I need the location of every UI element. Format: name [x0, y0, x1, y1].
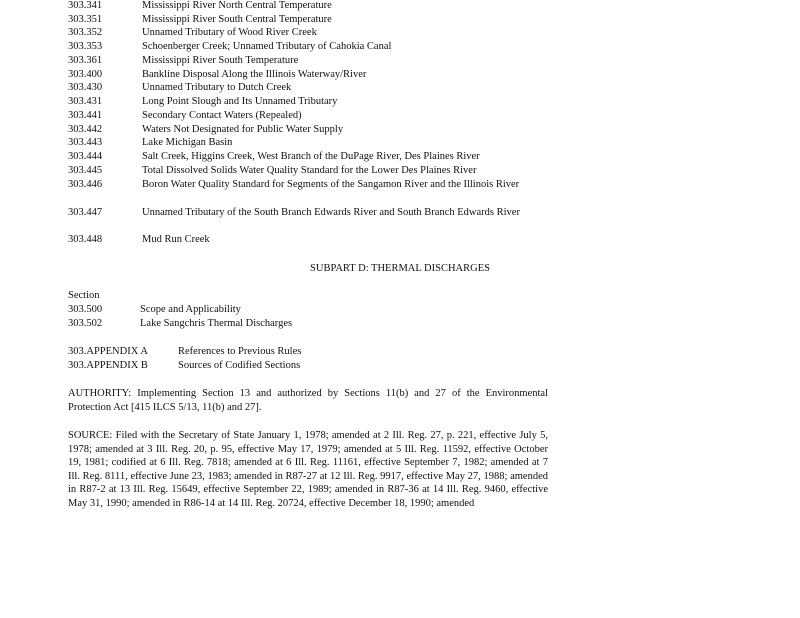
section-title: Mud Run Creek	[142, 234, 210, 245]
section-number: 303.441	[68, 110, 103, 121]
appendix-number: 303.APPENDIX B	[68, 360, 148, 371]
section-number: 303.352	[68, 27, 103, 38]
authority-paragraph: AUTHORITY: Implementing Section 13 and authorized by Sections 11(b) and 27 of the Environmental Protection Act [415 ILCS 5/13, 11(b) and 27].	[68, 388, 548, 413]
section-title: Unnamed Tributary of Wood River Creek	[142, 27, 317, 38]
section-title: Secondary Contact Waters (Repealed)	[142, 110, 302, 121]
section-number: 303.446	[68, 179, 103, 190]
section-title: Mississippi River South Temperature	[142, 55, 299, 66]
section-number: 303.351	[68, 14, 103, 25]
section-title: Schoenberger Creek; Unnamed Tributary of Cahokia Canal	[142, 41, 392, 52]
section-title: Lake Sangchris Thermal Discharges	[140, 318, 293, 329]
section-number: 303.502	[68, 318, 103, 329]
section-number: 303.442	[68, 124, 103, 135]
section-number: 303.341	[68, 0, 103, 11]
section-number: 303.353	[68, 41, 103, 52]
section-title: Scope and Applicability	[140, 304, 241, 315]
section-number: 303.431	[68, 96, 103, 107]
section-title: Boron Water Quality Standard for Segments of the Sangamon River and the Illinois River	[142, 179, 520, 190]
section-number: 303.361	[68, 55, 103, 66]
section-number: 303.445	[68, 165, 103, 176]
section-title: Salt Creek, Higgins Creek, West Branch of the DuPage River, Des Plaines River	[142, 151, 480, 162]
section-title: Mississippi River North Central Temperature	[142, 0, 332, 11]
section-title: Lake Michigan Basin	[142, 137, 233, 148]
subpart-heading: SUBPART D: THERMAL DISCHARGES	[310, 263, 490, 274]
section-number: 303.448	[68, 234, 103, 245]
section-number: 303.430	[68, 82, 103, 93]
section-number: 303.447	[68, 207, 103, 218]
section-label: Section	[68, 290, 100, 301]
appendix-title: Sources of Codified Sections	[178, 360, 301, 371]
section-number: 303.443	[68, 137, 103, 148]
appendix-title: References to Previous Rules	[178, 346, 302, 357]
section-title: Unnamed Tributary of the South Branch Edwards River and South Branch Edwards River	[142, 207, 520, 218]
section-title: Waters Not Designated for Public Water Supply	[142, 124, 344, 135]
section-title: Unnamed Tributary to Dutch Creek	[142, 82, 292, 93]
section-title: Mississippi River South Central Temperature	[142, 14, 332, 25]
appendix-number: 303.APPENDIX A	[68, 346, 148, 357]
section-title: Long Point Slough and Its Unnamed Tributary	[142, 96, 338, 107]
section-number: 303.444	[68, 151, 103, 162]
section-number: 303.400	[68, 69, 103, 80]
section-number: 303.500	[68, 304, 103, 315]
source-paragraph: SOURCE: Filed with the Secretary of State January 1, 1978; amended at 2 Ill. Reg. 27, p. 221, effective July 5, 1978; amended at 3 Ill. Reg. 20, p. 95, effective May 17, 1979; amended at 5 Ill. Reg. 11592, effective October 19, 1981; codified at 6 Ill. Reg. 7818; amended at 6 Ill. Reg. 11161, effective September 7, 1982; amended at 7 Ill. Reg. 8111, effective June 23, 1983; amended in R87-27 at 12 Ill. Reg. 9917, effective May 27, 1988; amended in R87-2 at 13 Ill. Reg. 15649, effective September 22, 1989; amended in R87-36 at 14 Ill. Reg. 9460, effective May 31, 1990; amended in R86-14 at 14 Ill. Reg. 20724, effective December 18, 1990; amended	[68, 430, 548, 509]
section-title: Total Dissolved Solids Water Quality Standard for the Lower Des Plaines River	[142, 165, 477, 176]
section-title: Bankline Disposal Along the Illinois Waterway/River	[142, 69, 367, 80]
